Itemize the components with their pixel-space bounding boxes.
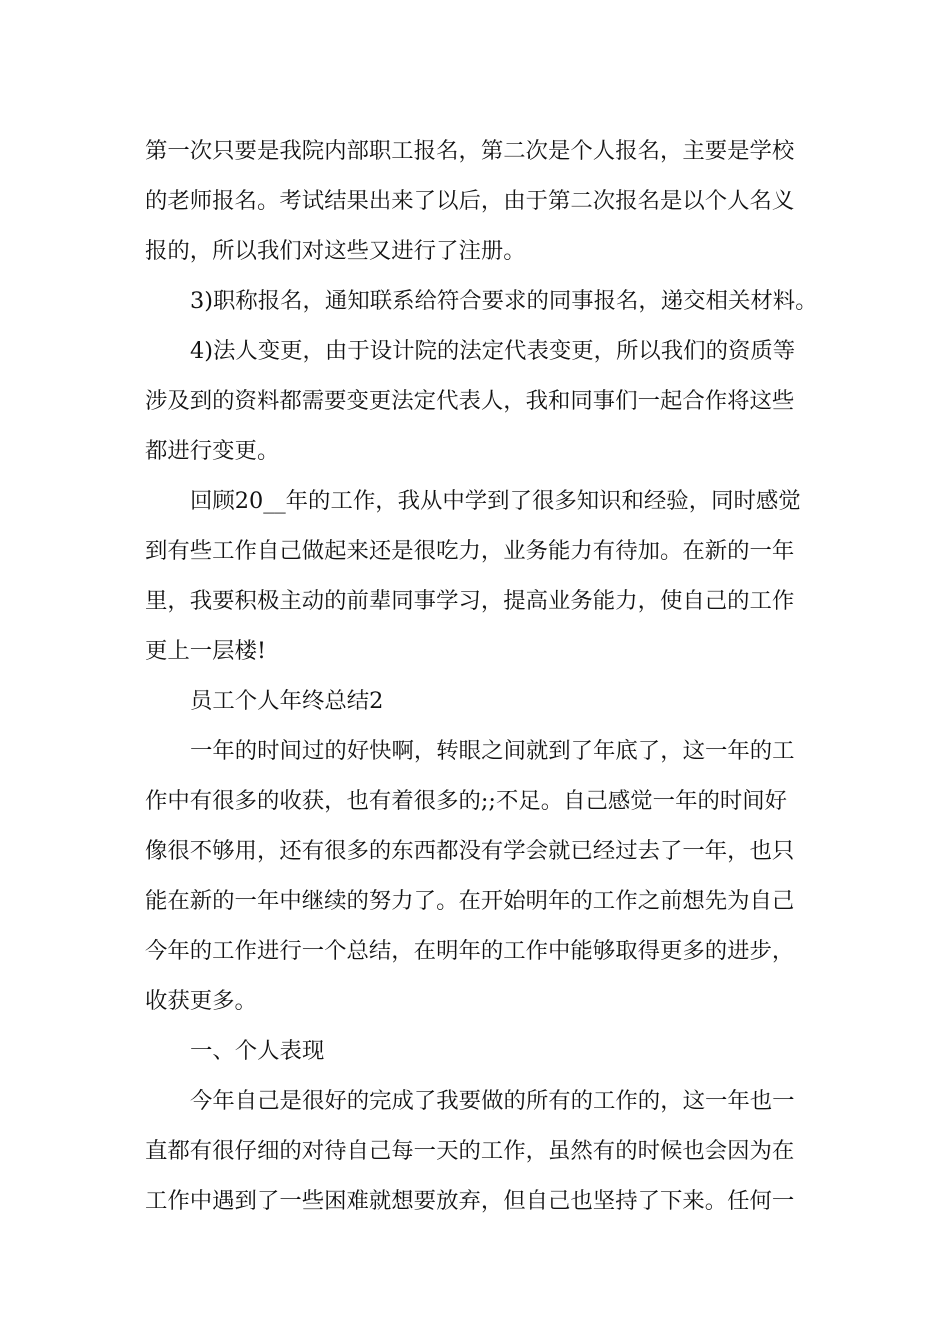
text-line: 直都有很仔细的对待自己每一天的工作，虽然有的时候也会因为在 [145, 1138, 795, 1164]
text-line: 回顾20__年的工作，我从中学到了很多知识和经验，同时感觉 [190, 488, 801, 514]
text-line: 工作中遇到了一些困难就想要放弃，但自己也坚持了下来。任何一 [145, 1188, 795, 1214]
text-line: 3)职称报名，通知联系给符合要求的同事报名，递交相关材料。 [190, 288, 818, 314]
text-line: 作中有很多的收获，也有着很多的;;不足。自己感觉一年的时间好 [145, 788, 788, 814]
text-line: 里，我要积极主动的前辈同事学习，提高业务能力，使自己的工作 [145, 588, 795, 614]
text-line: 今年自己是很好的完成了我要做的所有的工作的，这一年也一 [190, 1088, 795, 1114]
text-line: 能在新的一年中继续的努力了。在开始明年的工作之前想先为自己 [145, 888, 795, 914]
text-line: 都进行变更。 [145, 438, 280, 464]
text-line: 到有些工作自己做起来还是很吃力，业务能力有待加。在新的一年 [145, 538, 795, 564]
text-line: 第一次只要是我院内部职工报名，第二次是个人报名，主要是学校 [145, 138, 795, 164]
text-line: 4)法人变更，由于设计院的法定代表变更，所以我们的资质等 [190, 338, 796, 364]
section-heading: 员工个人年终总结2 [190, 688, 384, 714]
text-line: 收获更多。 [145, 988, 257, 1014]
text-line: 报的，所以我们对这些又进行了注册。 [145, 238, 526, 264]
text-line: 今年的工作进行一个总结，在明年的工作中能够取得更多的进步， [145, 938, 795, 964]
text-line: 更上一层楼! [145, 638, 266, 664]
text-line: 涉及到的资料都需要变更法定代表人，我和同事们一起合作将这些 [145, 388, 795, 414]
section-heading: 一、个人表现 [190, 1038, 325, 1064]
text-line: 像很不够用，还有很多的东西都没有学会就已经过去了一年，也只 [145, 838, 795, 864]
text-line: 一年的时间过的好快啊，转眼之间就到了年底了，这一年的工 [190, 738, 795, 764]
text-line: 的老师报名。考试结果出来了以后，由于第二次报名是以个人名义 [145, 188, 795, 214]
